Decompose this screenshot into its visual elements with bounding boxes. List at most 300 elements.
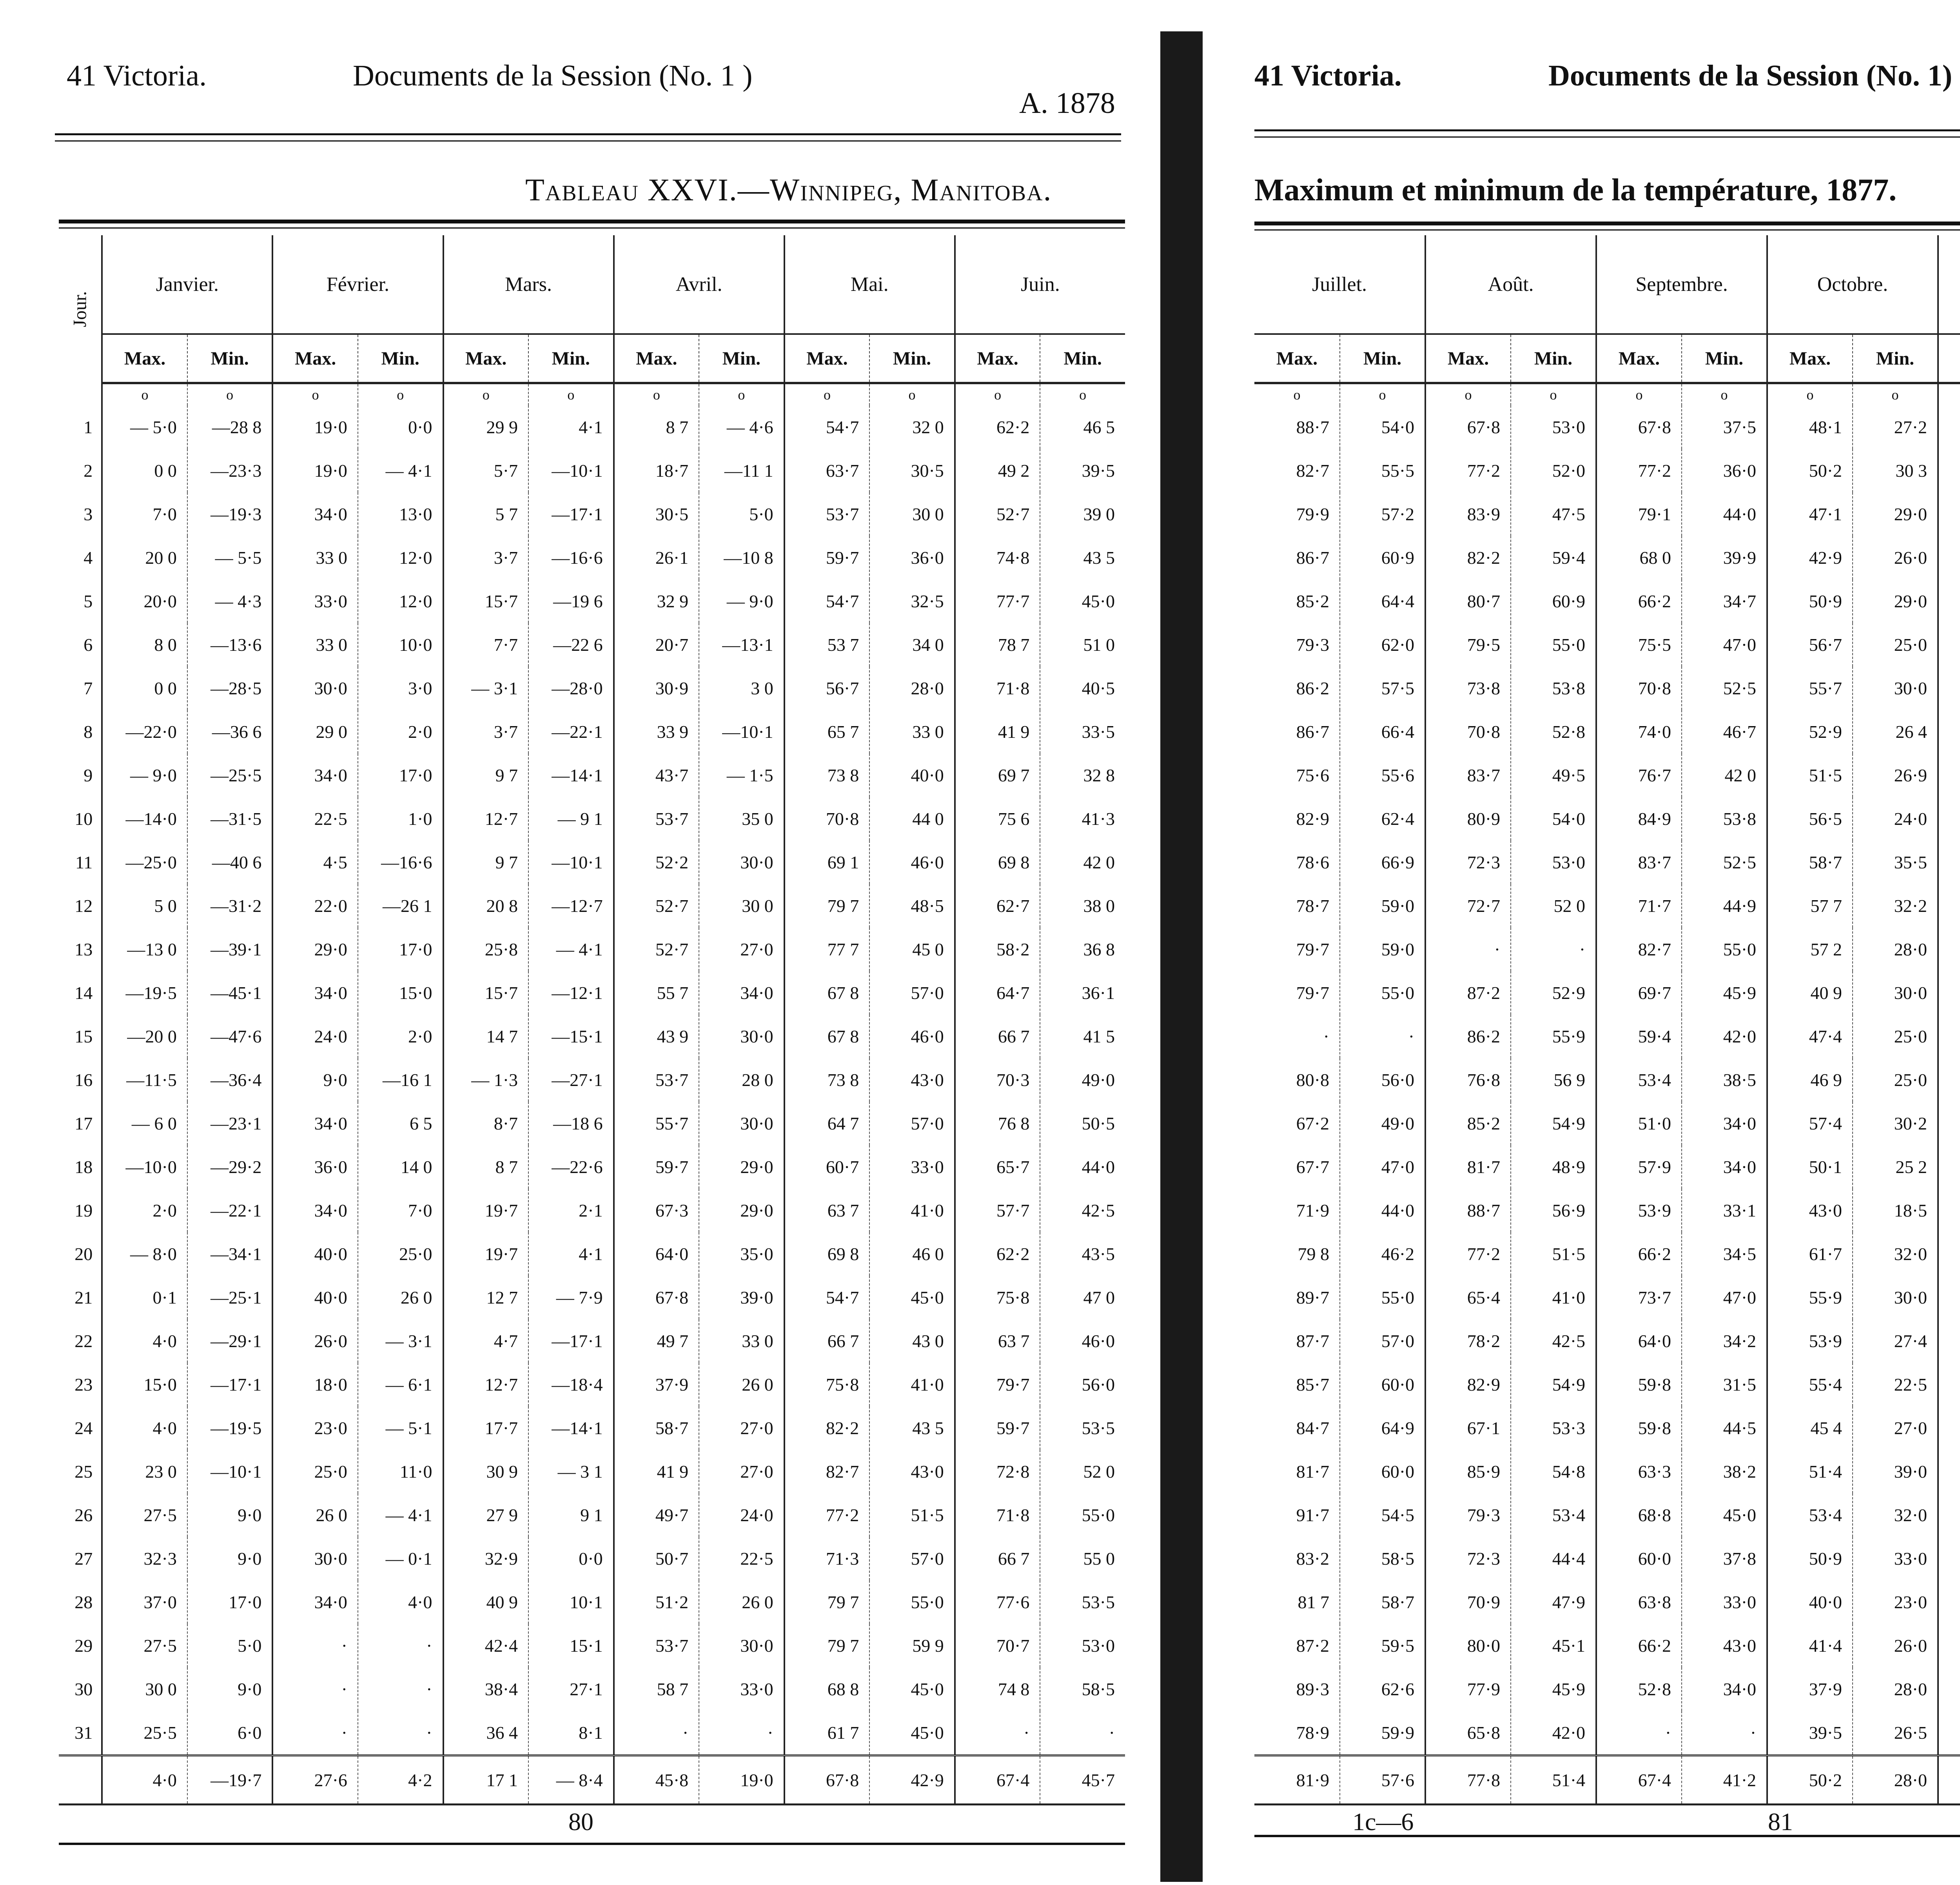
max-value: 51·0	[1596, 1102, 1682, 1145]
jour-header: Jour.	[69, 291, 91, 327]
min-value: 30·0	[699, 1102, 784, 1145]
max-value: 71·7	[1596, 884, 1682, 928]
min-value: 26 4	[1853, 710, 1938, 754]
max-value: 59·8	[1596, 1406, 1682, 1450]
max-value: 53 7	[784, 623, 870, 666]
min-value: 53·8	[1511, 666, 1596, 710]
min-value: — 4·1	[358, 1493, 443, 1537]
day-number: 27	[74, 1549, 93, 1569]
max-value: 67·8	[1425, 405, 1511, 449]
max-value: 53·7	[614, 797, 699, 841]
day-number: 11	[75, 852, 93, 872]
max-value: 64 7	[784, 1102, 870, 1145]
min-value: 53·5	[1040, 1580, 1125, 1624]
min-value: —36 6	[187, 710, 273, 754]
max-value: 75·5	[1596, 623, 1682, 666]
degree-mark: o	[1853, 383, 1938, 405]
min-value: 46·0	[869, 1015, 955, 1058]
min-value: —22·1	[187, 1189, 273, 1232]
min-value: 26 0	[358, 1276, 443, 1319]
max-value	[1938, 928, 1960, 971]
max-value: —11·5	[102, 1058, 187, 1102]
min-value: 51·5	[869, 1493, 955, 1537]
min-value: — 4·1	[528, 928, 614, 971]
day-number: 30	[74, 1679, 93, 1699]
min-value: 44 0	[869, 797, 955, 841]
max-value	[1938, 1102, 1960, 1145]
table-row	[1254, 928, 1960, 971]
max-value: 87·2	[1425, 971, 1511, 1015]
month-header	[1938, 235, 1960, 334]
min-value: 0·0	[358, 405, 443, 449]
min-value: 3·0	[358, 666, 443, 710]
max-value: 83·2	[1296, 1549, 1329, 1569]
max-value	[1938, 536, 1960, 579]
max-value: 4·0	[102, 1319, 187, 1363]
max-value: 82·7	[1296, 461, 1329, 481]
min-value: 59·0	[1340, 928, 1425, 971]
max-value: 4·5	[272, 841, 358, 884]
max-value	[1938, 1189, 1960, 1232]
min-value: 45·9	[1682, 971, 1767, 1015]
min-value: 26 0	[699, 1363, 784, 1406]
min-value: 25·0	[1853, 1015, 1938, 1058]
max-value: 88·7	[1425, 1189, 1511, 1232]
max-value: 87·7	[1296, 1331, 1329, 1351]
table-row	[1254, 1276, 1960, 1319]
mean-max	[1938, 1756, 1960, 1805]
min-value: 51 0	[1040, 623, 1125, 666]
max-value: 91·7	[1296, 1505, 1329, 1525]
min-value: 29·0	[699, 1189, 784, 1232]
min-value: —26 1	[358, 884, 443, 928]
mean-max: 17 1	[443, 1756, 529, 1805]
max-value: 37·9	[614, 1363, 699, 1406]
signature-mark: 1c—6	[1352, 1808, 1414, 1836]
left-page-number: 80	[568, 1808, 593, 1836]
table-row	[1254, 1711, 1960, 1756]
max-value: 50·2	[1767, 449, 1853, 492]
day-number: 4	[83, 548, 93, 568]
right-header-session-year: 41 Victoria.	[1254, 59, 1402, 92]
min-value: 4·1	[528, 405, 614, 449]
min-value: 33·1	[1682, 1189, 1767, 1232]
min-value: —22 6	[528, 623, 614, 666]
max-value: 77·9	[1425, 1667, 1511, 1711]
max-value: 12·7	[443, 1363, 529, 1406]
max-value: 87·2	[1296, 1636, 1329, 1656]
min-value: 17·0	[358, 928, 443, 971]
min-value: 66·4	[1340, 710, 1425, 754]
min-header: Min.	[187, 334, 273, 383]
min-value: 44·4	[1511, 1537, 1596, 1580]
mean-min: 51·4	[1511, 1756, 1596, 1805]
max-value: 70·8	[1425, 710, 1511, 754]
max-value: 72·3	[1425, 1537, 1511, 1580]
max-value: 88·7	[1296, 417, 1329, 437]
max-value: 25·0	[272, 1450, 358, 1493]
min-value: 52·8	[1511, 710, 1596, 754]
summary-row	[1254, 1756, 1960, 1805]
min-value: 59·5	[1340, 1624, 1425, 1667]
day-number: 23	[74, 1375, 93, 1395]
max-value: ·	[955, 1711, 1040, 1756]
max-value: 70·9	[1425, 1580, 1511, 1624]
day-number: 22	[74, 1331, 93, 1351]
table-row	[59, 1145, 1125, 1189]
max-value: 18·0	[272, 1363, 358, 1406]
max-value: 52·7	[614, 928, 699, 971]
min-value: 17·0	[358, 754, 443, 797]
max-value: 36·0	[272, 1145, 358, 1189]
min-value: —29·1	[187, 1319, 273, 1363]
max-value: 66·2	[1596, 1624, 1682, 1667]
min-value: 45 0	[869, 928, 955, 971]
mean-max: 50·2	[1767, 1756, 1853, 1805]
header-rule	[1254, 129, 1960, 131]
min-value: 32 8	[1040, 754, 1125, 797]
day-number: 16	[74, 1070, 93, 1090]
min-value: —13·1	[699, 623, 784, 666]
min-value: 57·0	[869, 971, 955, 1015]
min-value: 5·0	[699, 492, 784, 536]
min-value: 47·9	[1511, 1580, 1596, 1624]
degree-mark: o	[443, 383, 529, 405]
min-value: 2·1	[528, 1189, 614, 1232]
max-value: 68·8	[1596, 1493, 1682, 1537]
max-value: 15·7	[443, 579, 529, 623]
max-value: ·	[272, 1624, 358, 1667]
max-value: 77·7	[955, 579, 1040, 623]
max-value: 59·7	[614, 1145, 699, 1189]
max-value: 73·7	[1596, 1276, 1682, 1319]
max-value: 18·7	[614, 449, 699, 492]
day-number: 14	[74, 983, 93, 1003]
min-value: 32·0	[1853, 1493, 1938, 1537]
min-value: —10·1	[528, 449, 614, 492]
max-value: 65·8	[1425, 1711, 1511, 1756]
max-value: 63·3	[1596, 1450, 1682, 1493]
max-value: 75 6	[955, 797, 1040, 841]
header-rule	[1254, 136, 1960, 138]
max-value: 34·0	[272, 492, 358, 536]
max-value: 14 7	[443, 1015, 529, 1058]
degree-mark	[1938, 383, 1960, 405]
max-value: 86·2	[1296, 678, 1329, 698]
max-value: ·	[272, 1711, 358, 1756]
min-value: 42·5	[1040, 1189, 1125, 1232]
min-value: 46 5	[1040, 405, 1125, 449]
min-value: 15·0	[358, 971, 443, 1015]
min-value: 40·0	[869, 754, 955, 797]
max-value: 77·2	[784, 1493, 870, 1537]
min-value: 30·0	[699, 1015, 784, 1058]
max-value: 79·9	[1296, 504, 1329, 524]
table-row	[1254, 1232, 1960, 1276]
max-value: 79·7	[1296, 983, 1329, 1003]
max-value: 51·4	[1767, 1450, 1853, 1493]
max-value: ·	[1596, 1711, 1682, 1756]
max-value: 52·8	[1596, 1667, 1682, 1711]
max-value: 63 7	[784, 1189, 870, 1232]
max-value: —25·0	[102, 841, 187, 884]
min-value: 34·0	[1682, 1667, 1767, 1711]
table-row	[59, 710, 1125, 754]
max-value: 79·3	[1296, 635, 1329, 655]
min-value: 32·5	[869, 579, 955, 623]
max-value: 26 0	[272, 1493, 358, 1537]
min-value: —10·1	[187, 1450, 273, 1493]
min-value: 62·0	[1340, 623, 1425, 666]
max-value	[1938, 1232, 1960, 1276]
min-value: 30 0	[699, 884, 784, 928]
min-value: 49·5	[1511, 754, 1596, 797]
max-value: 77·6	[955, 1580, 1040, 1624]
max-value: 77 7	[784, 928, 870, 971]
degree-mark: o	[358, 383, 443, 405]
max-value: 54·7	[784, 579, 870, 623]
table-row	[59, 928, 1125, 971]
min-value: 59 9	[869, 1624, 955, 1667]
max-value: 85·2	[1425, 1102, 1511, 1145]
max-header: Max.	[784, 334, 870, 383]
table-row	[59, 1450, 1125, 1493]
mean-max: 67·4	[1596, 1756, 1682, 1805]
min-value: 60·0	[1340, 1450, 1425, 1493]
min-value: 46·0	[1040, 1319, 1125, 1363]
max-value: 36 4	[443, 1711, 529, 1756]
min-value: —36·4	[187, 1058, 273, 1102]
max-value: 68 0	[1596, 536, 1682, 579]
min-value: 30·2	[1853, 1102, 1938, 1145]
max-value: 12 7	[443, 1276, 529, 1319]
max-value: 15·7	[443, 971, 529, 1015]
min-value: 42 0	[1682, 754, 1767, 797]
min-header: Min.	[1511, 334, 1596, 383]
max-value	[1938, 754, 1960, 797]
max-value: 23 0	[102, 1450, 187, 1493]
mean-max: 67·8	[784, 1756, 870, 1805]
max-value: 32 9	[614, 579, 699, 623]
max-value: 76·7	[1596, 754, 1682, 797]
max-value: 37·0	[102, 1580, 187, 1624]
day-number: 17	[74, 1113, 93, 1133]
max-value: 40 9	[443, 1580, 529, 1624]
max-value: 69 8	[784, 1232, 870, 1276]
min-value: 48·9	[1511, 1145, 1596, 1189]
bottom-rule	[59, 1843, 1125, 1845]
max-value: 8 0	[102, 623, 187, 666]
max-value: 63·7	[784, 449, 870, 492]
max-value: 19·0	[272, 405, 358, 449]
max-value: 62·2	[955, 405, 1040, 449]
min-value: 25·0	[1853, 1058, 1938, 1102]
table-row	[59, 623, 1125, 666]
min-value: 43·0	[869, 1450, 955, 1493]
min-value: 54·0	[1340, 405, 1425, 449]
min-value: 29·0	[1853, 579, 1938, 623]
min-value: 36 8	[1040, 928, 1125, 971]
max-value: 63 7	[955, 1319, 1040, 1363]
max-value: 26·0	[272, 1319, 358, 1363]
min-value: —17·1	[187, 1363, 273, 1406]
min-value: 34·2	[1682, 1319, 1767, 1363]
max-value: 62·2	[955, 1232, 1040, 1276]
max-value: 77·2	[1425, 449, 1511, 492]
max-value: 68 8	[784, 1667, 870, 1711]
table-row	[1254, 1015, 1960, 1058]
max-value: 79·5	[1425, 623, 1511, 666]
min-value: 43·0	[1682, 1624, 1767, 1667]
min-value: —12·1	[528, 971, 614, 1015]
degree-mark: o	[1596, 383, 1682, 405]
max-value: 46 9	[1767, 1058, 1853, 1102]
max-value: 81·7	[1425, 1145, 1511, 1189]
table-row	[59, 884, 1125, 928]
min-value: 47·0	[1682, 623, 1767, 666]
table-row	[59, 1667, 1125, 1711]
max-value	[1938, 1319, 1960, 1363]
min-value: 34·5	[1682, 1232, 1767, 1276]
min-value: 53·0	[1511, 405, 1596, 449]
max-value: 34·0	[272, 971, 358, 1015]
min-value: 42 0	[1040, 841, 1125, 884]
min-value: 56·9	[1511, 1189, 1596, 1232]
max-value: 27·5	[102, 1624, 187, 1667]
min-value: ·	[358, 1711, 443, 1756]
mean-min: 4·2	[358, 1756, 443, 1805]
max-value: 30·0	[272, 1537, 358, 1580]
max-value: 38·4	[443, 1667, 529, 1711]
min-value: —17·1	[528, 492, 614, 536]
min-header: Min.	[1853, 334, 1938, 383]
min-value: 4·1	[528, 1232, 614, 1276]
table-row	[1254, 1102, 1960, 1145]
max-value	[1938, 1667, 1960, 1711]
min-value: 9·0	[187, 1493, 273, 1537]
min-value: — 9·0	[699, 579, 784, 623]
day-number: 3	[83, 504, 93, 524]
max-value: 65 7	[784, 710, 870, 754]
min-value: —19·5	[187, 1406, 273, 1450]
min-value: 28·0	[869, 666, 955, 710]
degree-mark: o	[869, 383, 955, 405]
max-value	[1938, 1711, 1960, 1756]
min-value: 53·4	[1511, 1493, 1596, 1537]
max-header: Max.	[1767, 334, 1853, 383]
degree-mark: o	[1425, 383, 1511, 405]
min-value: —19 6	[528, 579, 614, 623]
min-value: 12·0	[358, 579, 443, 623]
max-value: —20 0	[102, 1015, 187, 1058]
month-header: Janvier.	[102, 235, 272, 334]
max-value: 78·6	[1296, 852, 1329, 872]
day-number: 13	[74, 939, 93, 959]
min-value: 3 0	[699, 666, 784, 710]
mean-max: 27·6	[272, 1756, 358, 1805]
max-value: 84·7	[1296, 1418, 1329, 1438]
title-rule	[59, 220, 1125, 223]
min-value: 34·7	[1682, 579, 1767, 623]
max-value: 19·7	[443, 1232, 529, 1276]
min-value: 52·5	[1682, 841, 1767, 884]
min-value: —22·6	[528, 1145, 614, 1189]
max-value: 82·9	[1296, 809, 1329, 829]
day-number: 12	[74, 896, 93, 916]
max-value: 0 0	[102, 666, 187, 710]
degree-mark: o	[102, 383, 187, 405]
min-value: 45·0	[1040, 579, 1125, 623]
table-row	[59, 536, 1125, 579]
max-value: 0 0	[102, 449, 187, 492]
max-value: 70·8	[784, 797, 870, 841]
table-row	[1254, 1189, 1960, 1232]
min-value: 34·0	[1682, 1102, 1767, 1145]
min-value: —28 8	[187, 405, 273, 449]
max-value: 80·0	[1425, 1624, 1511, 1667]
min-value: 6 5	[358, 1102, 443, 1145]
max-value: 39·5	[1767, 1711, 1853, 1756]
day-number: 21	[74, 1288, 93, 1308]
max-value: 77·2	[1425, 1232, 1511, 1276]
min-value: —18 6	[528, 1102, 614, 1145]
min-value: 56 9	[1511, 1058, 1596, 1102]
max-value: 77·2	[1596, 449, 1682, 492]
book-spine	[1160, 31, 1203, 1882]
min-value: —16·6	[358, 841, 443, 884]
max-value: 72·7	[1425, 884, 1511, 928]
min-value: —28·0	[528, 666, 614, 710]
min-value: 52 0	[1511, 884, 1596, 928]
max-value: 8 7	[614, 405, 699, 449]
min-value: 17·0	[187, 1580, 273, 1624]
max-value	[1938, 492, 1960, 536]
min-value: —39·1	[187, 928, 273, 971]
max-value: 17·7	[443, 1406, 529, 1450]
max-value: ·	[1323, 1026, 1329, 1046]
left-header-session-year: 41 Victoria.	[67, 59, 207, 92]
max-header: Max.	[955, 334, 1040, 383]
min-value: 42·0	[1511, 1711, 1596, 1756]
min-value: 57·0	[1340, 1319, 1425, 1363]
max-header: Max.	[1596, 334, 1682, 383]
max-value	[1938, 1363, 1960, 1406]
max-value: 67·7	[1296, 1157, 1329, 1177]
min-value: 43 5	[1040, 536, 1125, 579]
min-value: —23·3	[187, 449, 273, 492]
max-value: 53·7	[614, 1624, 699, 1667]
mean-min: — 8·4	[528, 1756, 614, 1805]
header-rule	[55, 140, 1121, 142]
min-value: 43·0	[869, 1058, 955, 1102]
max-value: 20 0	[102, 536, 187, 579]
table-row	[1254, 884, 1960, 928]
min-value: 33·5	[1040, 710, 1125, 754]
day-number: 15	[74, 1026, 93, 1046]
table-row	[59, 1406, 1125, 1450]
max-value: 53·7	[614, 1058, 699, 1102]
min-value: 54·5	[1340, 1493, 1425, 1537]
min-value: 32 0	[869, 405, 955, 449]
max-value: 34·0	[272, 1580, 358, 1624]
min-value: 9·0	[187, 1537, 273, 1580]
max-value: 81 7	[1298, 1592, 1329, 1612]
min-value: 27·2	[1853, 405, 1938, 449]
max-value: 23·0	[272, 1406, 358, 1450]
min-value: ·	[1040, 1711, 1125, 1756]
max-value: 66·2	[1596, 1232, 1682, 1276]
min-value: 27·4	[1853, 1319, 1938, 1363]
